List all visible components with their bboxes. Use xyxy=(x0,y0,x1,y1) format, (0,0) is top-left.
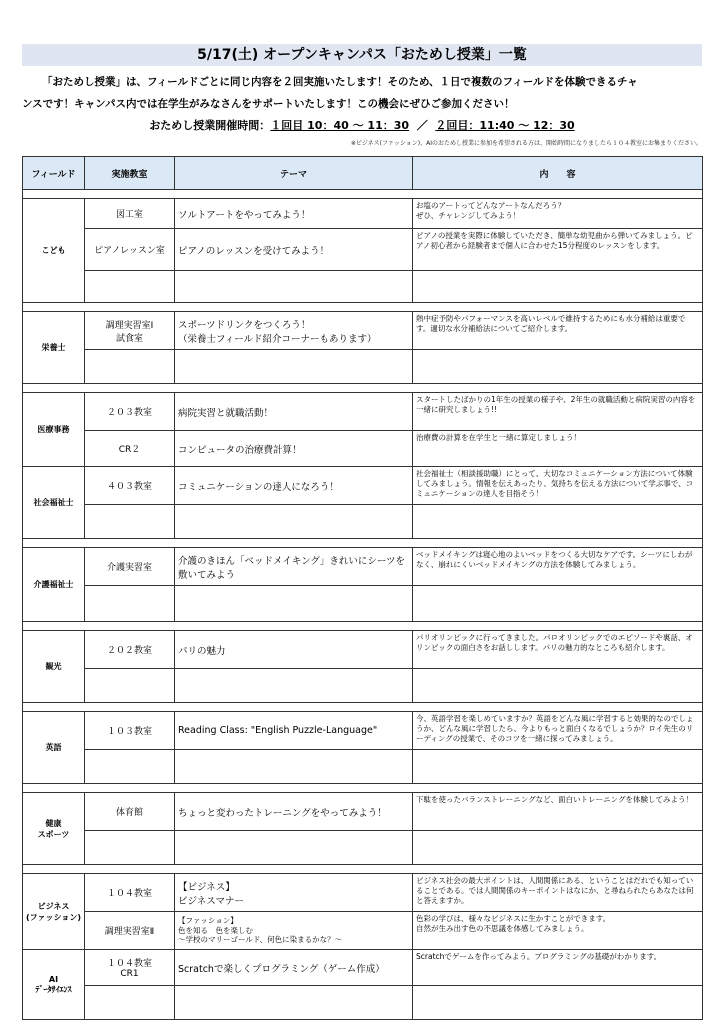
room-cell: 介護実習室 xyxy=(85,548,175,586)
room-cell: 調理実習室Ⅱ xyxy=(85,912,175,950)
table-row xyxy=(23,505,703,539)
field-eigo: 英語 xyxy=(23,712,85,784)
theme-cell: 病院実習と就職活動！ xyxy=(175,393,413,431)
content-cell: ベッドメイキングは寝心地のよいベッドをつくる大切なケアです。シーツにしわがなく、崩れにくいベッドメイキングの方法を体験してみましょう。 xyxy=(413,548,703,586)
table-row xyxy=(23,986,703,1020)
theme-cell: 【ファッション】 色を知る 色を楽しむ ～学校のマリーゴールド、何色に染まるかな？～ xyxy=(175,912,413,950)
intro-line-1: 「おためし授業」は、フィールドごとに同じ内容を２回実施いたします！そのため、１日で複数のフィールドを体験できるチャ xyxy=(42,76,638,88)
theme-cell: ちょっと変わったトレーニングをやってみよう！ xyxy=(175,793,413,831)
theme-cell: コミュニケーションの達人になろう！ xyxy=(175,467,413,505)
content-cell: 今、英語学習を楽しめていますか？英語をどんな風に学習すると効果的なのでしょうか、どんな風に学習したら、今よりもっと面白くなるでしょうか？ロイ先生のリーディングの授業で、そのコツを一緒に探ってみましょう。 xyxy=(413,712,703,750)
table-row xyxy=(23,586,703,622)
table-header-row xyxy=(23,157,703,190)
theme-cell: パリの魅力 xyxy=(175,631,413,669)
field-iryo: 医療事務 xyxy=(23,393,85,467)
theme-cell: 介護のきほん「ベッドメイキング」きれいにシーツを敷いてみよう xyxy=(175,548,413,586)
theme-cell: ピアノのレッスンを受けてみよう！ xyxy=(175,229,413,271)
content-cell: 下駄を使ったバランストレーニングなど、面白いトレーニングを体験してみよう！ xyxy=(413,793,703,831)
theme-cell: コンピュータの治療費計算！ xyxy=(175,431,413,467)
content-cell: ビジネス社会の最大ポイントは、人間関係にある、ということはだれでも知っていることである。では人間関係のキーポイントはなにか、と尋ねられたらあなたは何と答えますか。 xyxy=(413,874,703,912)
room-cell: １０３教室 xyxy=(85,712,175,750)
table-row xyxy=(23,950,703,986)
field-kaigo: 介護福祉士 xyxy=(23,548,85,622)
table-row xyxy=(23,712,703,750)
field-kodomo: こども xyxy=(23,199,85,303)
time-first: １回目 10：40 ～ 11：30 xyxy=(270,119,410,132)
room-cell: 調理実習室Ⅰ 試食室 xyxy=(85,312,175,350)
time-separator: ／ xyxy=(416,119,428,132)
content-cell: お塩のアートってどんなアートなんだろう？ ぜひ、チャレンジしてみよう！ xyxy=(413,199,703,229)
field-eiyoshi: 栄養士 xyxy=(23,312,85,384)
content-cell: Scratchでゲームを作ってみよう。プログラミングの基礎がわかります。 xyxy=(413,950,703,986)
room-cell: ２０３教室 xyxy=(85,393,175,431)
table-row xyxy=(23,831,703,865)
table-row xyxy=(23,312,703,350)
table-row xyxy=(23,271,703,303)
room-cell: ピアノレッスン室 xyxy=(85,229,175,271)
table-row xyxy=(23,631,703,669)
room-cell: ４０３教室 xyxy=(85,467,175,505)
content-cell: 色彩の学びは、様々なビジネスに生かすことができます。 自然が生み出す色の不思議を体感してみましょう。 xyxy=(413,912,703,950)
table-row xyxy=(23,874,703,912)
content-cell: 社会福祉士（相談援助職）にとって、大切なコミュニケーション方法について体験してみましょう。情報を伝えあったり、気持ちを伝える方法について学ぶ事で、コミュニケーションの達人を目指そう！ xyxy=(413,467,703,505)
field-kanko: 観光 xyxy=(23,631,85,703)
header-room: 実施教室 xyxy=(85,157,175,190)
intro-line-2: ンスです！キャンパス内では在学生がみなさんをサポートいたします！この機会にぜひご参加ください！ xyxy=(22,98,515,110)
field-ai: AI ﾃﾞｰﾀｻｲｴﾝｽ xyxy=(23,950,85,1020)
table-row xyxy=(23,431,703,467)
room-cell: １０４教室 xyxy=(85,874,175,912)
room-cell: 体育館 xyxy=(85,793,175,831)
theme-cell: 【ビジネス】 ビジネスマナー xyxy=(175,874,413,912)
field-business: ビジネス (ファッション) xyxy=(23,874,85,950)
page-title: 5/17(土) オープンキャンパス「おためし授業」一覧 xyxy=(22,44,702,66)
time-second: ２回目：11:40 ～ 12：30 xyxy=(435,119,575,132)
field-kenko: 健康 スポーツ xyxy=(23,793,85,865)
table-row xyxy=(23,750,703,784)
table-row xyxy=(23,199,703,229)
content-cell: パリオリンピックに行ってきました。パロオリンピックでのエピソードや裏話、オリンピックの面白さをお話しします。パリの魅力的なところも紹介します。 xyxy=(413,631,703,669)
field-shakai: 社会福祉士 xyxy=(23,467,85,539)
table-row xyxy=(23,548,703,586)
header-theme: テーマ xyxy=(175,157,413,190)
table-row xyxy=(23,669,703,703)
table-row xyxy=(23,912,703,950)
theme-cell: スポーツドリンクをつくろう！ （栄養士フィールド紹介コーナーもあります） xyxy=(175,312,413,350)
schedule-table xyxy=(22,156,703,1020)
content-cell: ピアノの授業を実際に体験していただき、簡単な幼児曲から弾いてみましょう。ピアノ初心者から経験者まで個人に合わせた15分程度のレッスンをします。 xyxy=(413,229,703,271)
table-row xyxy=(23,393,703,431)
theme-cell: Reading Class: "English Puzzle-Language" xyxy=(175,712,413,750)
table-row xyxy=(23,793,703,831)
session-times xyxy=(22,117,702,133)
content-cell: 熱中症予防やパフォーマンスを高いレベルで維持するためにも水分補給は重要です。適切な水分補給法についてご紹介します。 xyxy=(413,312,703,350)
table-row xyxy=(23,467,703,505)
room-cell: 図工室 xyxy=(85,199,175,229)
table-row xyxy=(23,229,703,271)
content-cell: 治療費の計算を在学生と一緒に算定しましょう！ xyxy=(413,431,703,467)
content-cell: スタートしたばかりの1年生の授業の様子や、2年生の就職活動と病院実習の内容を一緒に研究しましょう!! xyxy=(413,393,703,431)
table-row xyxy=(23,350,703,384)
header-field: フィールド xyxy=(23,157,85,190)
theme-cell: ソルトアートをやってみよう！ xyxy=(175,199,413,229)
theme-cell: Scratchで楽しくプログラミング（ゲーム作成） xyxy=(175,950,413,986)
room-cell: CR２ xyxy=(85,431,175,467)
times-label: おためし授業開催時間： xyxy=(149,119,271,132)
room-cell: １０４教室 CR1 xyxy=(85,950,175,986)
attendance-note: ※ビジネス(ファッション)、AIのおためし授業に参加を希望される方は、開始時間になりましたら１０４教室にお集まりください。 xyxy=(350,140,702,147)
header-content: 内 容 xyxy=(413,157,703,190)
room-cell: ２０２教室 xyxy=(85,631,175,669)
